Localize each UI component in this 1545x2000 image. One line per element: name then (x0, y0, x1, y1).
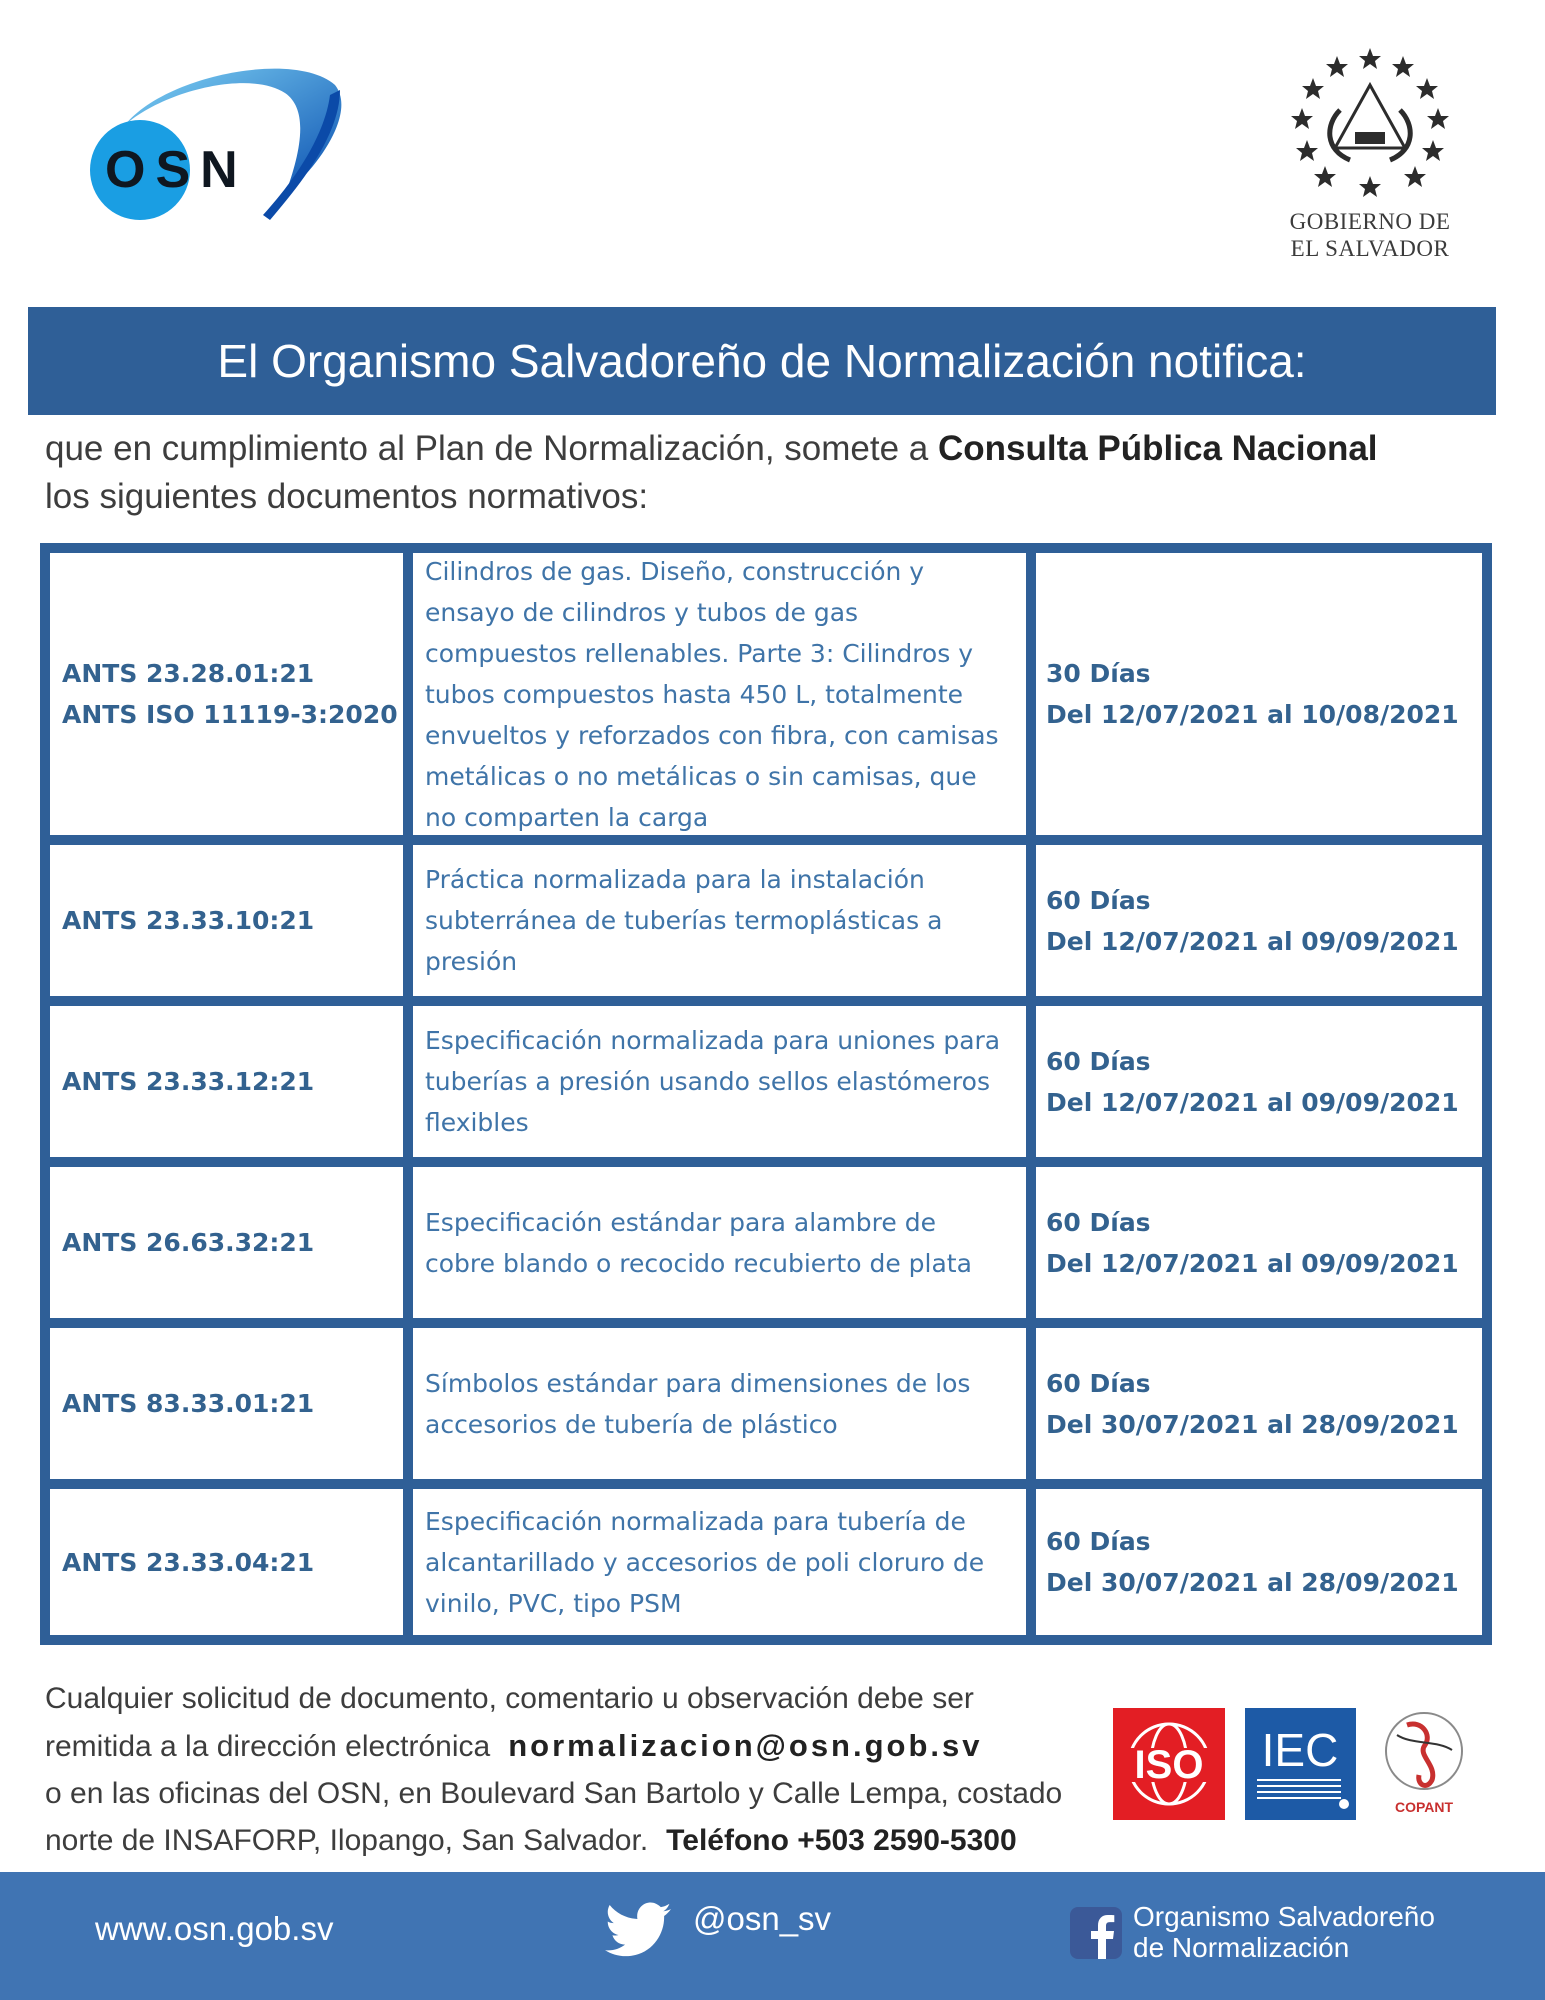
document-code-cell (50, 1489, 403, 1635)
contact-info (45, 1675, 1085, 1864)
iso-logo (1113, 1708, 1225, 1820)
document-title-cell (413, 1167, 1026, 1318)
consultation-dates: Del 30/07/2021 al 28/09/2021 (1046, 1409, 1459, 1439)
twitter-icon[interactable] (605, 1902, 671, 1958)
consultation-days: 60 Días (1046, 1527, 1151, 1556)
facebook-icon[interactable] (1070, 1907, 1122, 1959)
contact-line2: remitida a la dirección electrónica (45, 1730, 491, 1763)
facebook-line2: de Normalización (1133, 1932, 1350, 1963)
website-link[interactable]: www.osn.gob.sv (95, 1910, 334, 1947)
document-code: ANTS 26.63.32:21 (62, 1228, 315, 1257)
iec-logo (1245, 1708, 1356, 1820)
table-row (50, 1167, 1482, 1318)
document-code: ANTS ISO 11119-3:2020 (62, 700, 398, 729)
page-title: El Organismo Salvadoreño de Normalización notifica: (217, 335, 1307, 387)
copant-logo (1377, 1705, 1472, 1820)
contact-phone: Teléfono +503 2590-5300 (666, 1824, 1017, 1857)
osn-logo-text: OSN (105, 141, 248, 199)
iec-logo-text: IEC (1261, 1724, 1339, 1776)
consultation-dates: Del 12/07/2021 al 09/09/2021 (1046, 926, 1459, 956)
document-code: ANTS 23.33.12:21 (62, 1067, 315, 1096)
document-title: Práctica normalizada para la instalación subterránea de tuberías termoplásticas a presión (425, 865, 943, 976)
contact-line1: Cualquier solicitud de documento, comentario u observación debe ser (45, 1682, 974, 1715)
contact-line4: norte de INSAFORP, Ilopango, San Salvador. (45, 1824, 649, 1857)
consultation-dates: Del 12/07/2021 al 09/09/2021 (1046, 1087, 1459, 1117)
document-code-cell (50, 1006, 403, 1157)
footer (0, 1872, 1545, 2000)
consultation-days: 60 Días (1046, 1046, 1151, 1076)
title-banner (28, 307, 1496, 415)
copant-logo-text: COPANT (1394, 1799, 1454, 1815)
facebook-page-name[interactable] (1133, 1901, 1435, 1963)
document-code-cell (50, 845, 403, 996)
consultation-period-cell (1036, 1006, 1482, 1157)
document-title-cell (413, 553, 1026, 835)
iso-logo-text: ISO (1134, 1743, 1204, 1787)
intro-emphasis: Consulta Pública Nacional (937, 429, 1378, 468)
consultation-days: 60 Días (1046, 885, 1151, 915)
document-code: ANTS 83.33.01:21 (62, 1389, 315, 1418)
consultation-days: 30 Días (1046, 659, 1151, 688)
table-row (50, 845, 1482, 996)
documents-table (40, 543, 1492, 1645)
twitter-handle[interactable]: @osn_sv (693, 1900, 832, 1937)
government-name-line2: EL SALVADOR (1290, 236, 1450, 261)
coat-of-arms-icon (1255, 40, 1485, 205)
osn-logo (85, 55, 345, 230)
contact-line3: o en las oficinas del OSN, en Boulevard San Bartolo y Calle Lempa, costado (45, 1777, 1063, 1810)
document-code-cell (50, 553, 403, 835)
contact-email-link[interactable]: normalizacion@osn.gob.sv (508, 1728, 983, 1763)
consultation-dates: Del 12/07/2021 al 09/09/2021 (1046, 1248, 1459, 1278)
document-code: ANTS 23.33.04:21 (62, 1547, 315, 1577)
document-title-cell (413, 1328, 1026, 1479)
table-row (50, 1006, 1482, 1157)
consultation-period-cell (1036, 1489, 1482, 1635)
table-row (50, 1489, 1482, 1635)
consultation-days: 60 Días (1046, 1207, 1151, 1237)
table-row (50, 1328, 1482, 1479)
document-code-cell (50, 1167, 403, 1318)
facebook-line1: Organismo Salvadoreño (1133, 1901, 1435, 1932)
government-name-line1: GOBIERNO DE (1289, 209, 1451, 234)
consultation-days: 60 Días (1046, 1368, 1151, 1398)
document-title-cell (413, 1489, 1026, 1635)
document-title-cell (413, 845, 1026, 996)
table-row (50, 553, 1482, 835)
document-title: Cilindros de gas. Diseño, construcción y ensayo de cilindros y tubos de gas compuestos rellenables. Parte 3: Cilindros y tubos compuestos hasta 450 L, totalmente envueltos y reforzados con fibra, con camisas metálicas o no metálicas o sin camisas, que no comparten la carga (425, 556, 999, 832)
consultation-dates: Del 30/07/2021 al 28/09/2021 (1046, 1568, 1459, 1597)
consultation-dates: Del 12/07/2021 al 10/08/2021 (1046, 700, 1459, 729)
document-code-cell (50, 1328, 403, 1479)
consultation-period-cell (1036, 1328, 1482, 1479)
document-title: Especificación normalizada para uniones para tuberías a presión usando sellos elastómeros flexibles (425, 1026, 1001, 1137)
document-code: ANTS 23.28.01:21 (62, 659, 315, 688)
government-logo (1255, 40, 1485, 270)
intro-line1: que en cumplimiento al Plan de Normalización, somete a (45, 429, 929, 468)
document-title-cell (413, 1006, 1026, 1157)
document-code: ANTS 23.33.10:21 (62, 906, 315, 935)
intro-text (45, 425, 1505, 521)
document-title: Especificación normalizada para tubería de alcantarillado y accesorios de poli cloruro de vinilo, PVC, tipo PSM (425, 1506, 985, 1618)
consultation-period-cell (1036, 1167, 1482, 1318)
consultation-period-cell (1036, 845, 1482, 996)
intro-line2: los siguientes documentos normativos: (45, 477, 649, 516)
consultation-period-cell (1036, 553, 1482, 835)
document-title: Símbolos estándar para dimensiones de los accesorios de tubería de plástico (425, 1368, 971, 1439)
document-title: Especificación estándar para alambre de cobre blando o recocido recubierto de plata (425, 1207, 972, 1278)
